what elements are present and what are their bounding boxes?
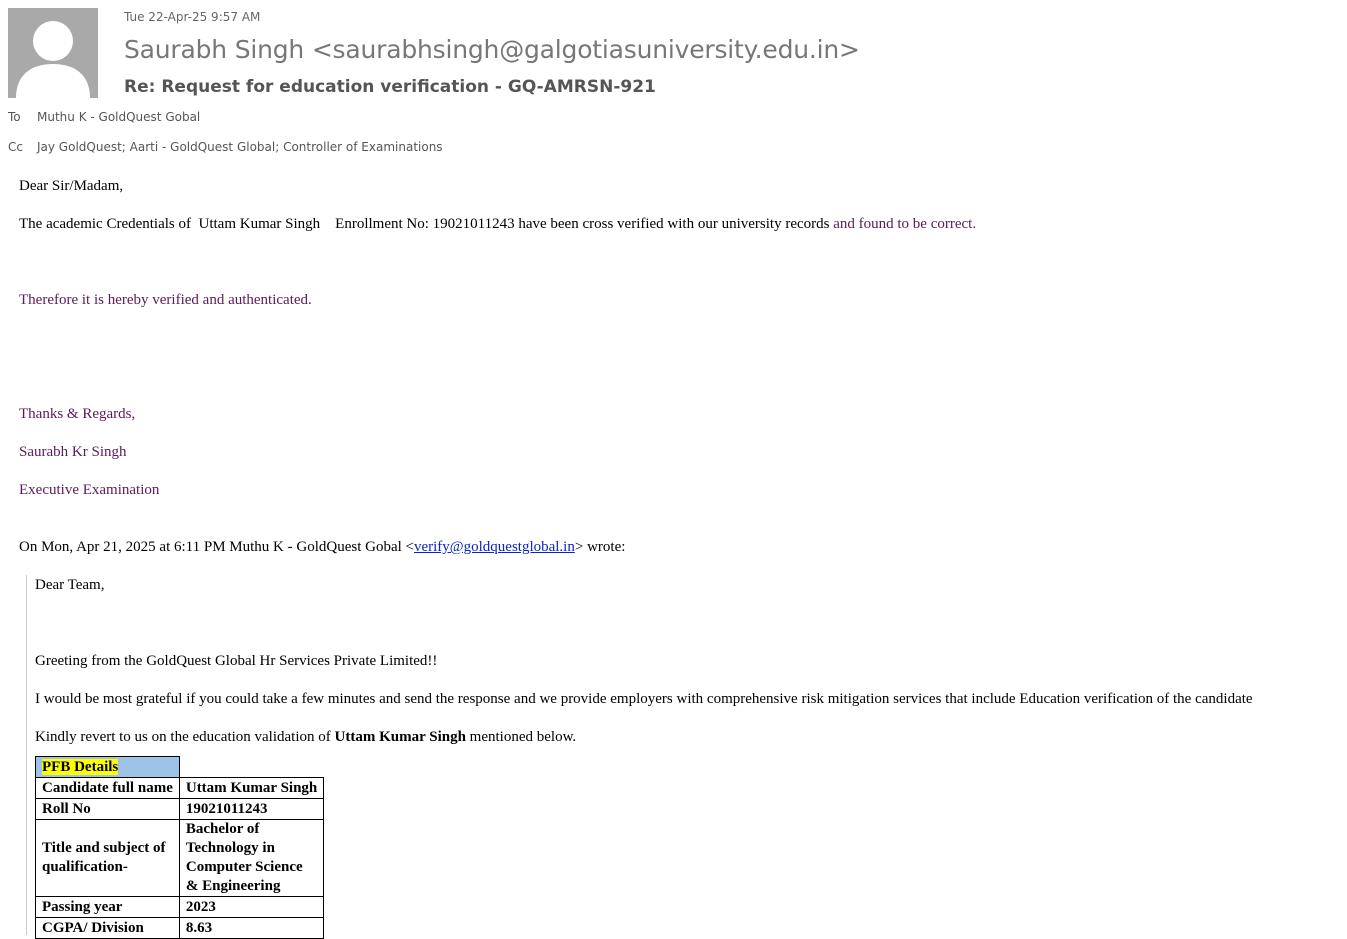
sender-email-link[interactable]: verify@goldquestglobal.in — [413, 539, 575, 555]
quoted-revert-prefix: Kindly revert to us on the education validation of — [35, 729, 335, 745]
quoted-greeting: Dear Team, — [35, 577, 105, 593]
reply-regards: Thanks & Regards, — [19, 406, 136, 422]
quoted-header — [19, 538, 625, 556]
reply-line1-text: The academic Credentials of Uttam Kumar Singh Enrollment No: 19021011243 have been cross verified with our university records — [19, 216, 834, 232]
table-row — [36, 820, 324, 897]
reply-greeting: Dear Sir/Madam, — [19, 178, 124, 194]
to-recipients[interactable]: Muthu K - GoldQuest Gobal — [37, 110, 201, 124]
pfb-details-table — [35, 756, 324, 939]
quoted-candidate-name: Uttam Kumar Singh — [334, 729, 466, 745]
reply-signature-name: Saurabh Kr Singh — [19, 444, 127, 460]
table-row — [36, 897, 324, 918]
to-label: To — [8, 110, 21, 124]
quoted-request-line: I would be most grateful if you could take a few minutes and send the response and we provide employers with comprehensive risk mitigation services that include Education verification of the candidate — [35, 691, 1253, 707]
sent-timestamp: Tue 22-Apr-25 9:57 AM — [124, 10, 261, 24]
table-row — [36, 918, 324, 939]
table-row — [36, 778, 324, 799]
reply-authenticated-line: Therefore it is hereby verified and authenticated. — [19, 292, 312, 308]
cc-label: Cc — [8, 140, 23, 154]
to-row — [8, 110, 200, 124]
table-row — [36, 799, 324, 820]
sender-name[interactable]: Saurabh Singh <saurabhsingh@galgotiasuniversity.edu.in> — [124, 35, 860, 64]
pfb-value: Bachelor of Technology in Computer Science & Engineering — [179, 820, 323, 897]
pfb-label: CGPA/ Division — [36, 918, 180, 939]
email-subject: Re: Request for education verification - GQ-AMRSN-921 — [124, 77, 656, 97]
quoted-greeting-line: Greeting from the GoldQuest Global Hr Services Private Limited!! — [35, 653, 438, 669]
reply-line1-correct: and found to be correct. — [833, 216, 977, 232]
pfb-value: 8.63 — [179, 918, 323, 939]
pfb-label: Candidate full name — [36, 778, 180, 799]
quoted-header-suffix: > wrote: — [574, 539, 626, 555]
pfb-heading-cell — [36, 757, 180, 778]
pfb-label: Passing year — [36, 897, 180, 918]
quoted-message — [26, 575, 1347, 935]
pfb-value: 19021011243 — [179, 799, 323, 820]
cc-row — [8, 140, 443, 154]
pfb-label: Title and subject of qualification- — [36, 820, 180, 897]
quoted-revert-suffix: mentioned below. — [465, 729, 577, 745]
pfb-label: Roll No — [36, 799, 180, 820]
reply-signature-title: Executive Examination — [19, 482, 160, 498]
sender-avatar — [8, 8, 98, 98]
quoted-revert-line — [35, 728, 576, 746]
pfb-value: 2023 — [179, 897, 323, 918]
pfb-value: Uttam Kumar Singh — [179, 778, 323, 799]
person-icon — [8, 8, 98, 98]
pfb-heading: PFB Details — [42, 758, 119, 775]
cc-recipients[interactable]: Jay GoldQuest; Aarti - GoldQuest Global; Controller of Examinations — [37, 140, 443, 154]
reply-verification-line — [19, 215, 976, 233]
quoted-header-prefix: On Mon, Apr 21, 2025 at 6:11 PM Muthu K - GoldQuest Gobal < — [19, 539, 414, 555]
